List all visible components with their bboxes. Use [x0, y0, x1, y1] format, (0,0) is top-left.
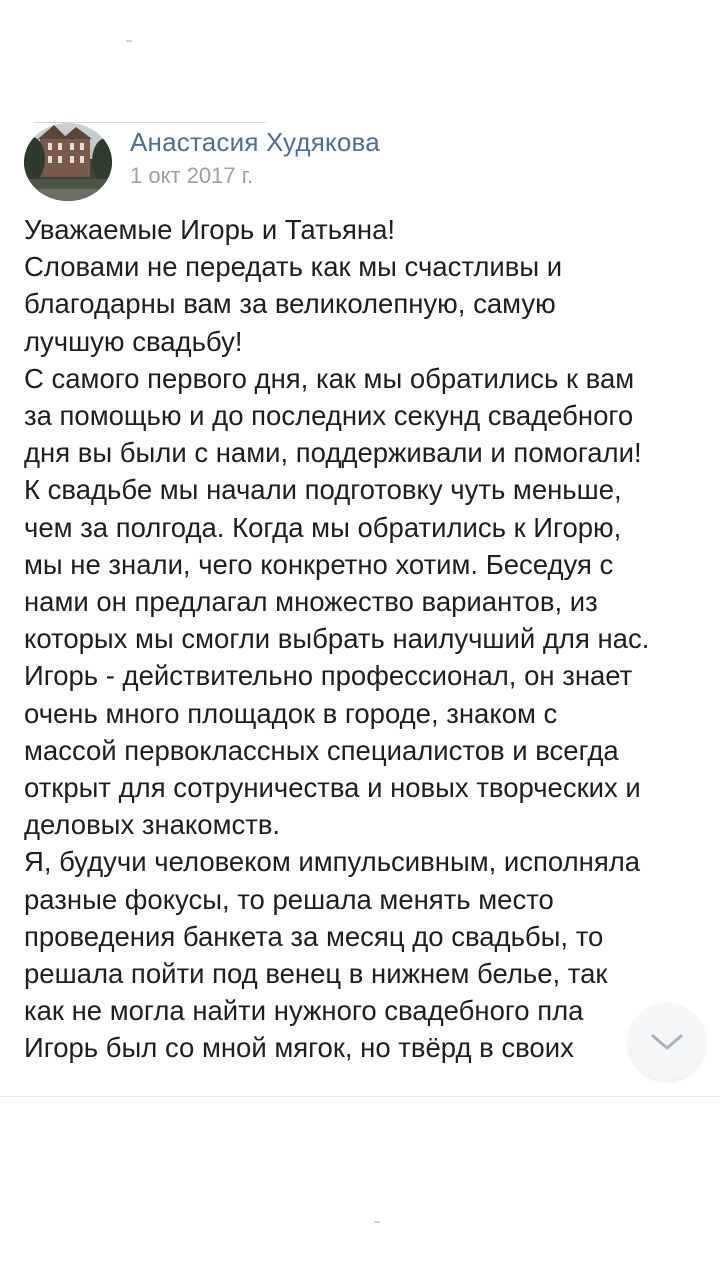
chevron-down-icon	[650, 1032, 684, 1052]
post-paragraph: С самого первого дня, как мы обратились к вам за помощью и до последних секунд свадебного дня вы были с нами, поддерживали и помогали!	[24, 362, 642, 469]
bottom-divider-mark	[374, 1221, 380, 1223]
bottom-divider-line	[0, 1096, 720, 1097]
post-paragraph: Игорь был со мной мягок, но твёрд в своих	[24, 1032, 574, 1064]
post-paragraph: Уважаемые Игорь и Татьяна!	[24, 214, 396, 245]
post-date: 1 окт 2017 г.	[130, 163, 254, 188]
post-paragraph: Игорь - действительно профессионал, он знает очень много площадок в городе, знаком с массой первоклассных специалистов и всегда открыт для сотруничества и новых творческих и деловых знакомств.	[24, 660, 641, 841]
post-header	[24, 122, 380, 202]
castle-photo-avatar-icon	[24, 123, 112, 201]
author-name[interactable]: Анастасия Худякова	[130, 127, 380, 157]
avatar[interactable]	[24, 123, 112, 201]
scroll-down-button[interactable]	[629, 1004, 705, 1080]
post-meta	[130, 127, 380, 191]
post-paragraph: Я, будучи человеком импульсивным, исполняла разные фокусы, то решала менять место проведения банкета за месяц до свадьбы, то решала пойти под венец в нижнем белье, так как не могла найти нужного свадебного пла	[24, 846, 641, 1027]
top-divider-mark	[126, 40, 132, 42]
post-paragraph: Словами не передать как мы счастливы и благодарны вам за великолепную, самую лучшую свадьбу!	[24, 251, 563, 357]
post-paragraph: К свадьбе мы начали подготовку чуть меньше, чем за полгода. Когда мы обратились к Игорю, мы не знали, чего конкретно хотим. Беседуя с нами он предлагал множество вариантов, из которых мы смогли выбрать наилучший для нас.	[24, 474, 650, 655]
post-text	[24, 211, 710, 1096]
